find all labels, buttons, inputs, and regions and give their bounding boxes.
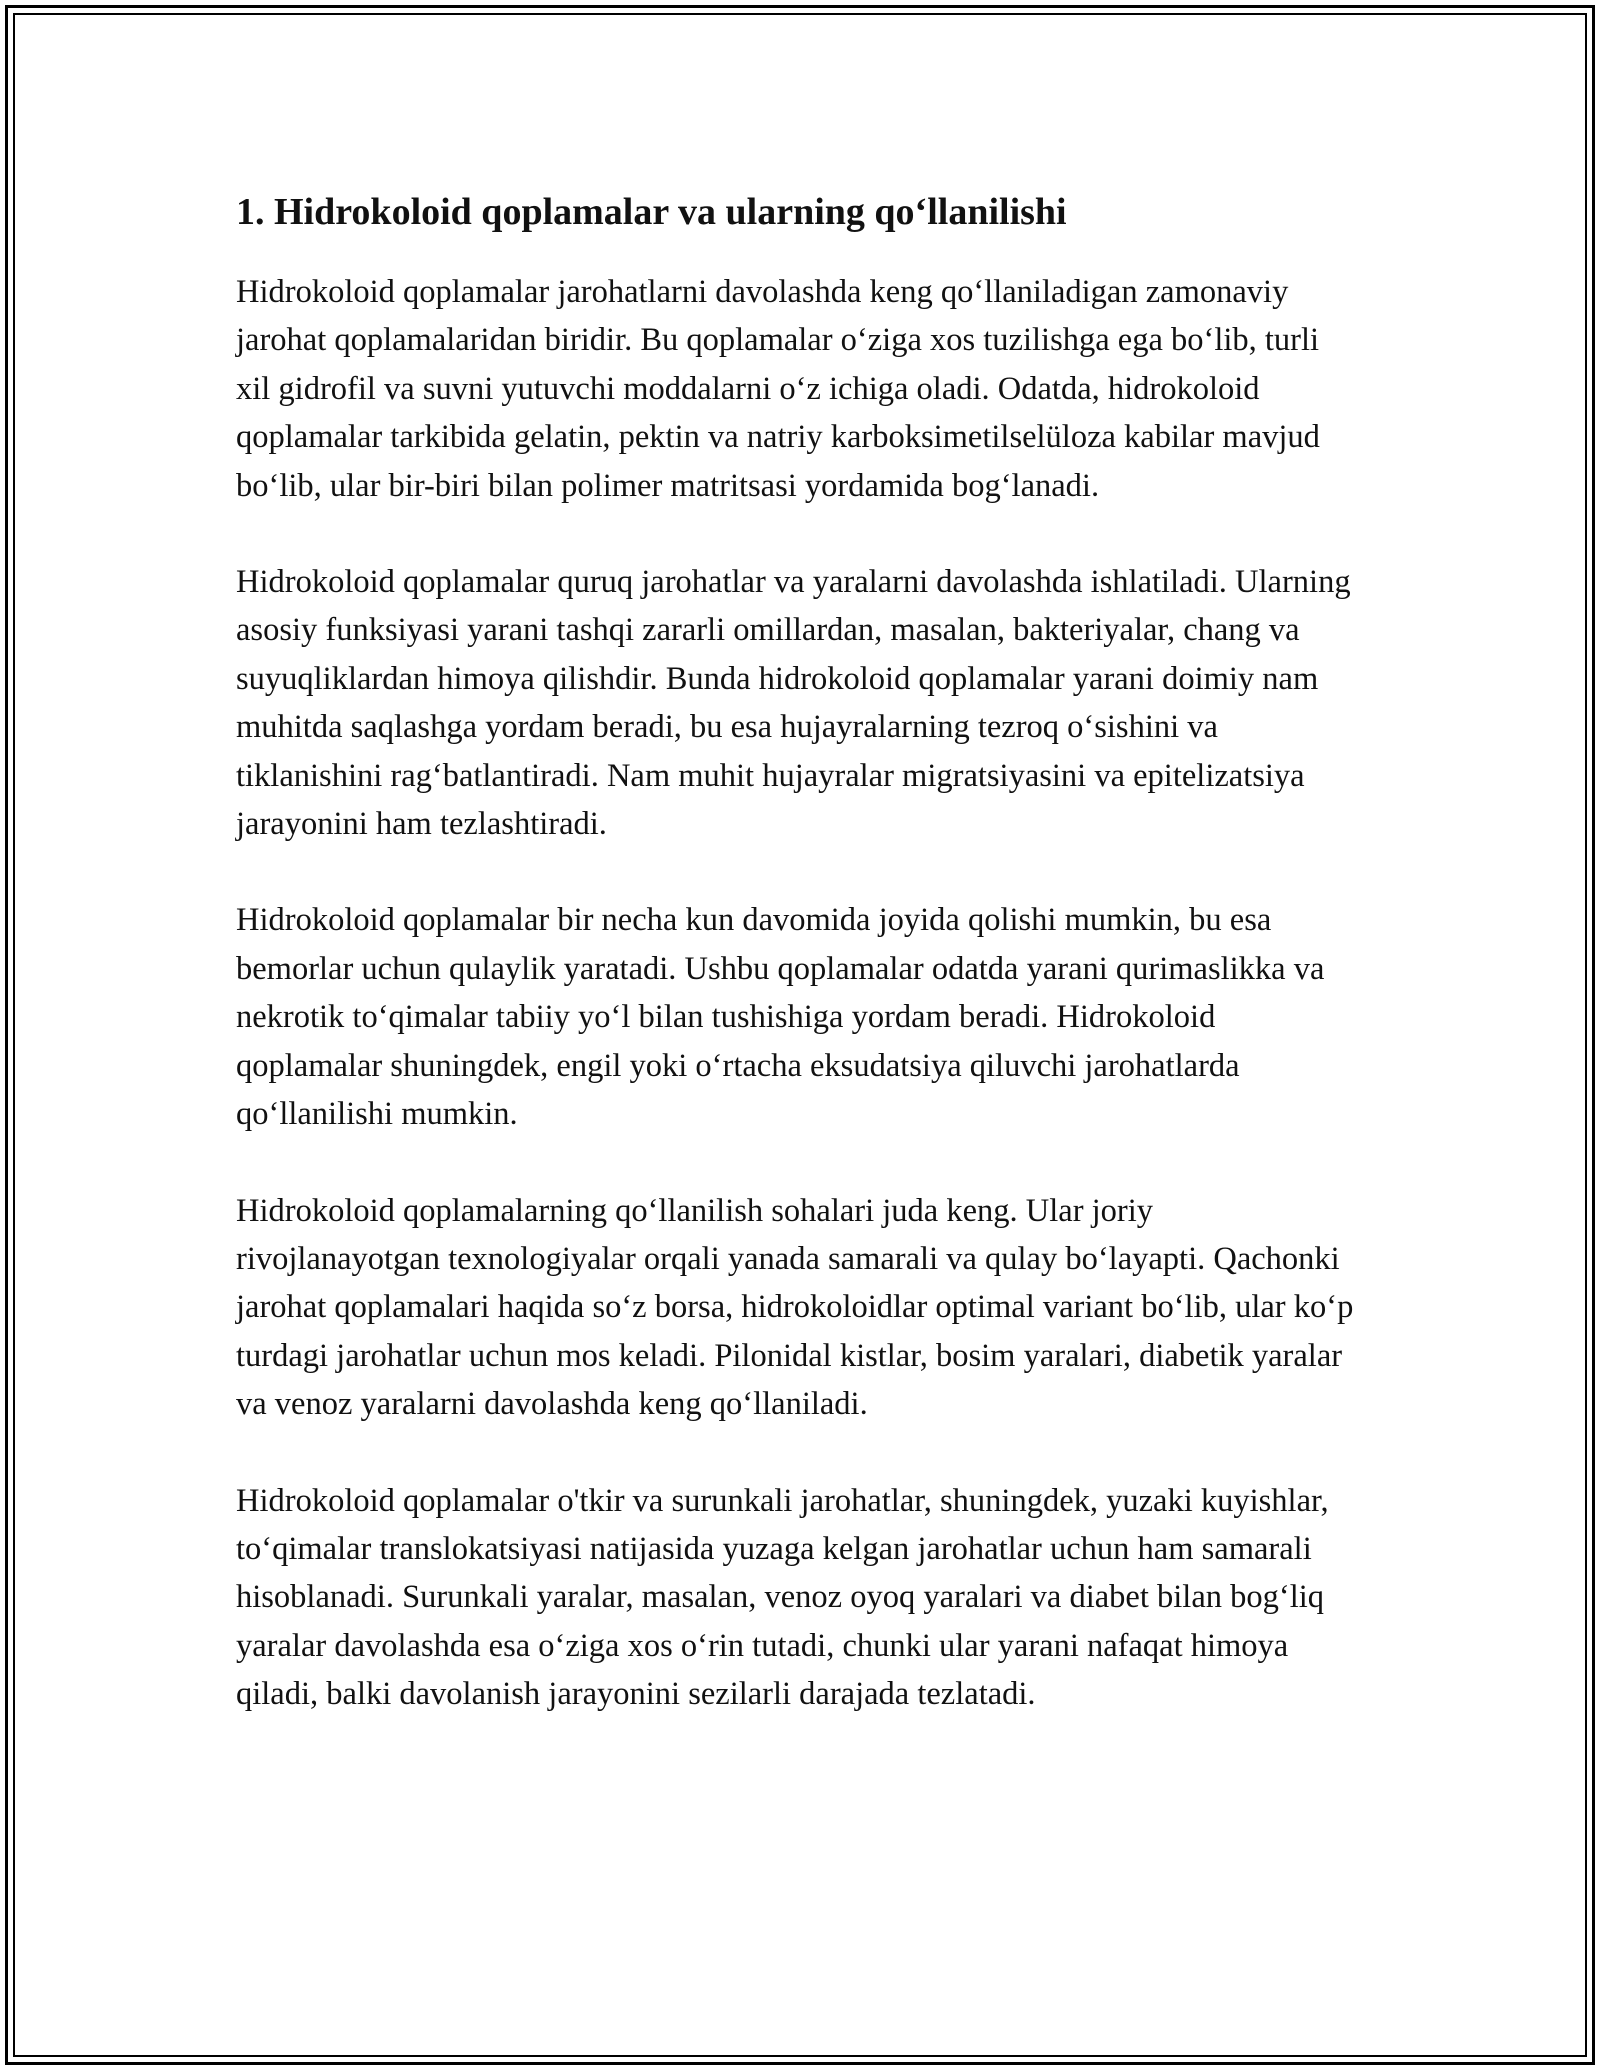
paragraph-5: Hidrokoloid qoplamalar o'tkir va surunkali jarohatlar, shuningdek, yuzaki kuyishlar, to‘qimalar translokatsiyasi natijasida yuzaga kelgan jarohatlar uchun ham samarali hisoblanadi. Surunkali yaralar, masalan, venoz oyoq yaralari va diabet bilan bog‘liq yaralar davolashda esa o‘ziga xos o‘rin tutadi, chunki ular yarani nafaqat himoya qiladi, balki davolanish jarayonini sezilarli darajada tezlatadi.: [236, 1482, 1329, 1713]
document-body: [236, 186, 1356, 1767]
paragraph-4: Hidrokoloid qoplamalarning qo‘llanilish sohalari juda keng. Ular joriy rivojlanayotgan texnologiyalar orqali yanada samarali va qulay bo‘layapti. Qachonki jarohat qoplamalari haqida so‘z borsa, hidrokoloidlar optimal variant bo‘lib, ular ko‘p turdagi jarohatlar uchun mos keladi. Pilonidal kistlar, bosim yaralari, diabetik yaralar va venoz yaralarni davolashda keng qo‘llaniladi.: [236, 1192, 1354, 1423]
paragraph-2: Hidrokoloid qoplamalar quruq jarohatlar va yaralarni davolashda ishlatiladi. Ularning asosiy funksiyasi yarani tashqi zararli omillardan, masalan, bakteriyalar, chang va suyuqliklardan himoya qilishdir. Bunda hidrokoloid qoplamalar yarani doimiy nam muhitda saqlashga yordam beradi, bu esa hujayralarning tezroq o‘sishini va tiklanishini rag‘batlantiradi. Nam muhit hujayralar migratsiyasini va epitelizatsiya jarayonini ham tezlashtiradi.: [236, 564, 1351, 843]
paragraph-3: Hidrokoloid qoplamalar bir necha kun davomida joyida qolishi mumkin, bu esa bemorlar uchun qulaylik yaratadi. Ushbu qoplamalar odatda yarani qurimaslikka va nekrotik to‘qimalar tabiiy yo‘l bilan tushishiga yordam beradi. Hidrokoloid qoplamalar shuningdek, engil yoki o‘rtacha eksudatsiya qiluvchi jarohatlarda qo‘llanilishi mumkin.: [236, 902, 1325, 1133]
paragraph-1: Hidrokoloid qoplamalar jarohatlarni davolashda keng qo‘llaniladigan zamonaviy jarohat qoplamalaridan biridir. Bu qoplamalar o‘ziga xos tuzilishga ega bo‘lib, turli xil gidrofil va suvni yutuvchi moddalarni o‘z ichiga oladi. Odatda, hidrokoloid qoplamalar tarkibida gelatin, pektin va natriy karboksimetilselüloza kabilar mavjud bo‘lib, ular bir-biri bilan polimer matritsasi yordamida bog‘lanadi.: [236, 274, 1320, 504]
document-title: 1. Hidrokoloid qoplamalar va ularning qo‘llanilishi: [236, 191, 1067, 233]
